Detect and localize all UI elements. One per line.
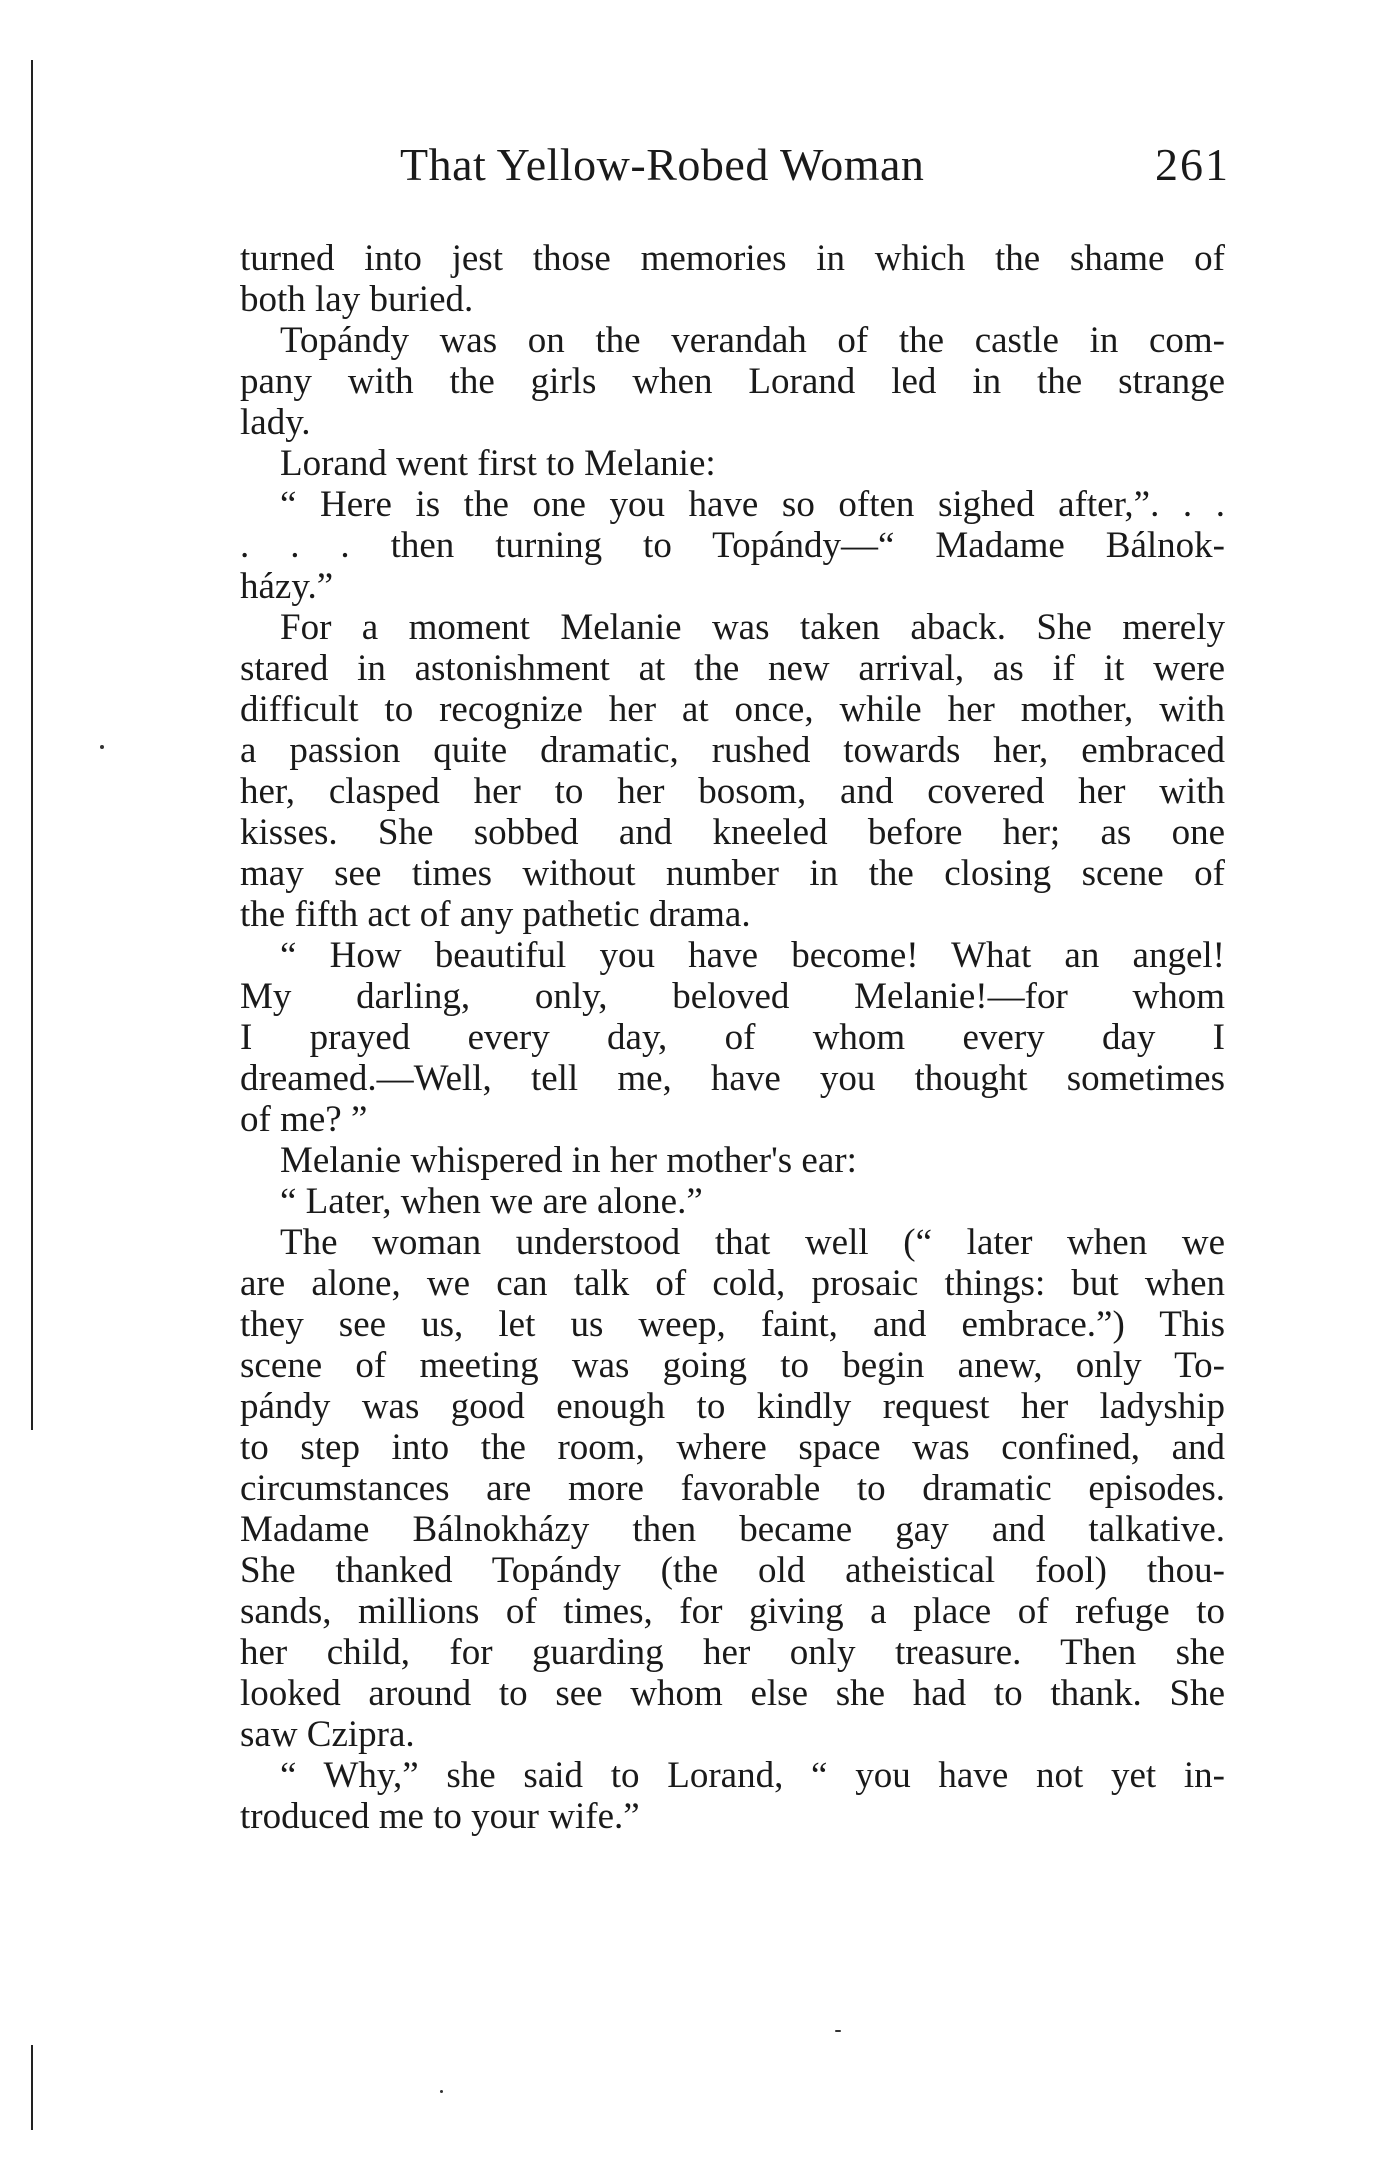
text-line: Melanie whispered in her mother's ear: xyxy=(280,1140,857,1181)
scan-margin-rule xyxy=(31,60,33,1430)
text-line: lady. xyxy=(240,402,311,443)
text-line: sands, millions of times, for giving a place of refuge to xyxy=(240,1591,1225,1632)
text-line: házy.” xyxy=(240,566,334,607)
text-line: her child, for guarding her only treasure. Then she xyxy=(240,1632,1225,1673)
text-line: her, clasped her to her bosom, and covered her with xyxy=(240,771,1225,812)
running-title: That Yellow-Robed Woman xyxy=(400,139,925,190)
text-line: She thanked Topándy (the old atheistical fool) thou- xyxy=(240,1550,1225,1591)
text-line: “ Why,” she said to Lorand, “ you have not yet in- xyxy=(280,1755,1225,1796)
text-line: looked around to see whom else she had to thank. She xyxy=(240,1673,1225,1714)
page-header xyxy=(240,138,1230,198)
text-line: I prayed every day, of whom every day I xyxy=(240,1017,1225,1058)
text-line: “ Later, when we are alone.” xyxy=(280,1181,703,1222)
text-line: may see times without number in the closing scene of xyxy=(240,853,1225,894)
text-line: they see us, let us weep, faint, and embrace.”) This xyxy=(240,1304,1225,1345)
text-line: of me? ” xyxy=(240,1099,368,1140)
text-line: circumstances are more favorable to dramatic episodes. xyxy=(240,1468,1225,1509)
text-line: troduced me to your wife.” xyxy=(240,1796,640,1837)
text-line: “ How beautiful you have become! What an angel! xyxy=(280,935,1225,976)
text-line: For a moment Melanie was taken aback. She merely xyxy=(280,607,1225,648)
text-line: kisses. She sobbed and kneeled before her; as one xyxy=(240,812,1225,853)
text-line: Lorand went first to Melanie: xyxy=(280,443,716,484)
text-line: stared in astonishment at the new arrival, as if it were xyxy=(240,648,1225,689)
text-line: saw Czipra. xyxy=(240,1714,415,1755)
text-line: pándy was good enough to kindly request her ladyship xyxy=(240,1386,1225,1427)
text-line: a passion quite dramatic, rushed towards her, embraced xyxy=(240,730,1225,771)
text-line: Topándy was on the verandah of the castle in com- xyxy=(280,320,1225,361)
body-text xyxy=(240,238,1225,1837)
text-line: to step into the room, where space was confined, and xyxy=(240,1427,1225,1468)
text-line: . . . then turning to Topándy—“ Madame Bálnok- xyxy=(240,525,1225,566)
text-line: the fifth act of any pathetic drama. xyxy=(240,894,751,935)
text-line: difficult to recognize her at once, while her mother, with xyxy=(240,689,1225,730)
scan-margin-rule-lower xyxy=(31,2045,33,2130)
text-line: are alone, we can talk of cold, prosaic things: but when xyxy=(240,1263,1225,1304)
text-line: The woman understood that well (“ later when we xyxy=(280,1222,1225,1263)
text-line: pany with the girls when Lorand led in the strange xyxy=(240,361,1225,402)
text-line: “ Here is the one you have so often sighed after,”. . . xyxy=(280,484,1225,525)
text-line: turned into jest those memories in which the shame of xyxy=(240,238,1225,279)
page-number: 261 xyxy=(1155,139,1230,190)
text-line: dreamed.—Well, tell me, have you thought sometimes xyxy=(240,1058,1225,1099)
text-line: both lay buried. xyxy=(240,279,474,320)
text-line: Madame Bálnokházy then became gay and talkative. xyxy=(240,1509,1225,1550)
text-line: My darling, only, beloved Melanie!—for whom xyxy=(240,976,1225,1017)
text-line: scene of meeting was going to begin anew, only To- xyxy=(240,1345,1225,1386)
